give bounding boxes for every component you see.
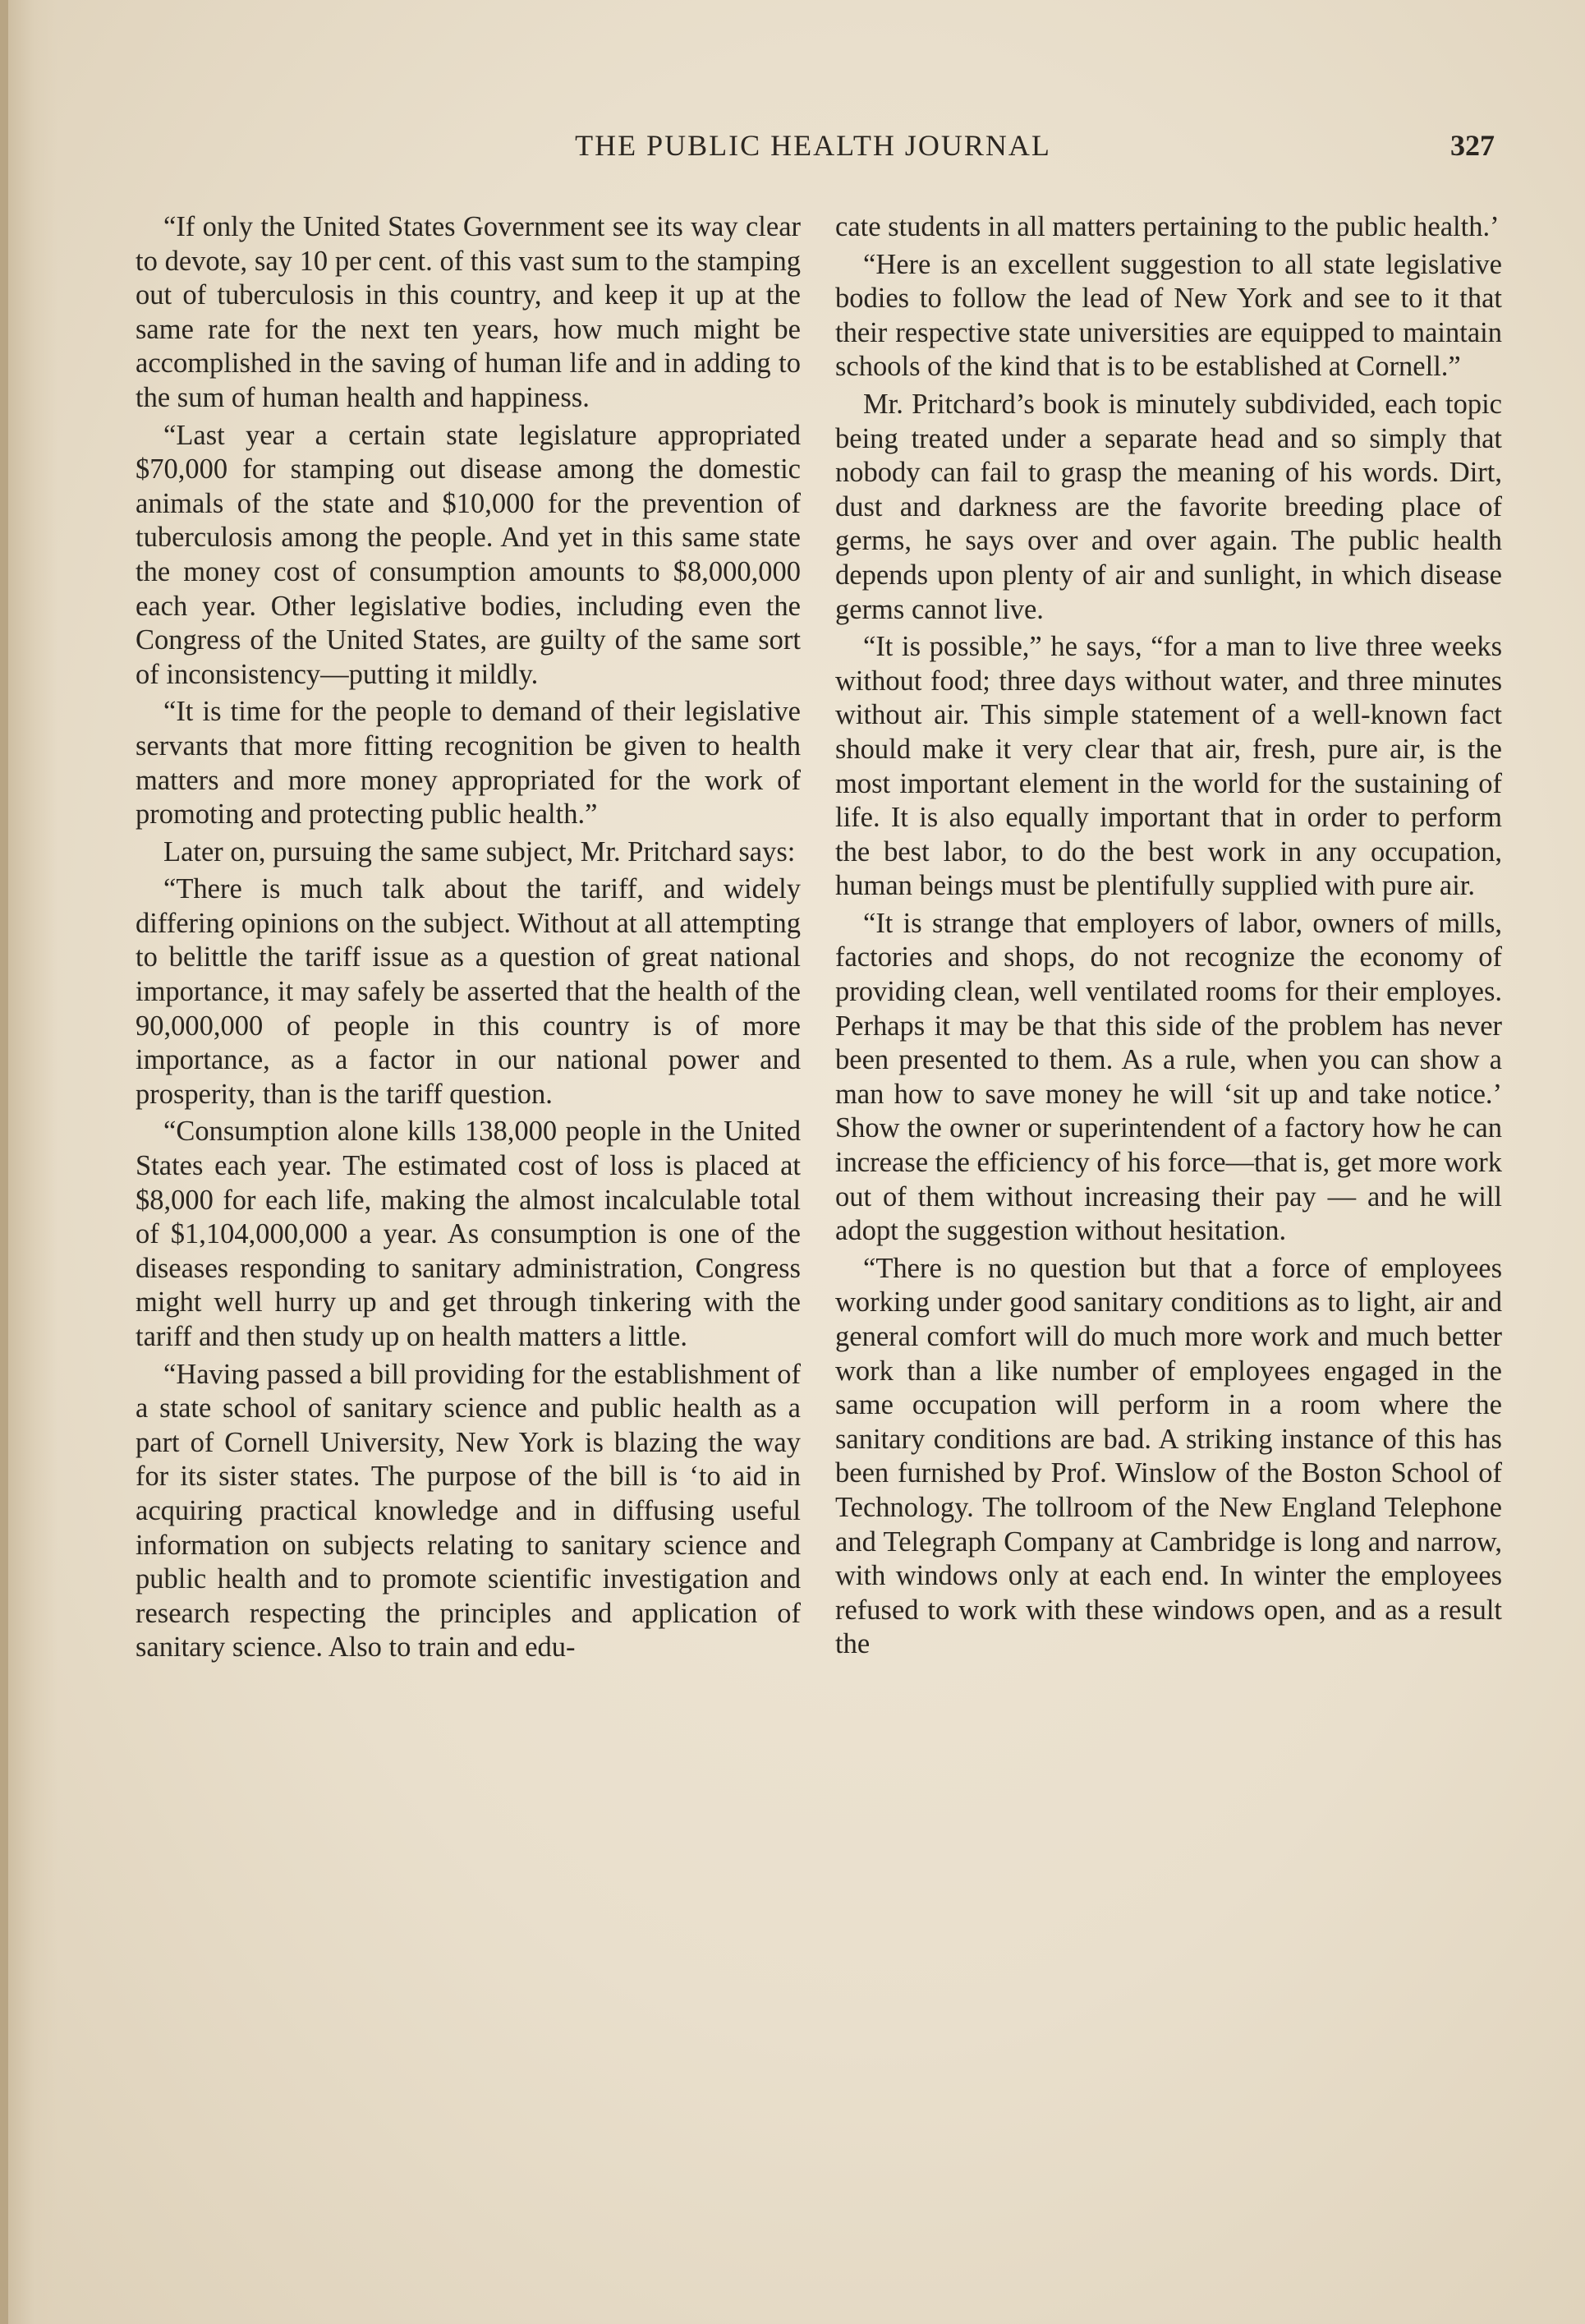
page-number: 327 xyxy=(1450,129,1495,162)
paragraph: “It is strange that employers of labor, owners of mills, factories and shops, do not recognize the economy of providing clean, well ventilated rooms for their employes. Perhaps it may be that this side of the problem has never been presented to them. As a rule, when you can show a man how to save money he will ‘sit up and take notice.’ Show the owner or superintendent of a factory how he can increase the efficiency of his force—that is, get more work out of them without increasing their pay — and he will adopt the suggestion without hesitation. xyxy=(835,907,1502,1247)
left-column xyxy=(136,210,801,1668)
paragraph: “Having passed a bill providing for the establishment of a state school of sanitary science and public health as a part of Cornell University, New York is blazing the way for its sister states. The purpose of the bill is ‘to aid in acquiring practical knowledge and in diffusing useful information on subjects relating to sanitary science and public health and to promote scientific investigation and research respecting the principles and application of sanitary science. Also to train and edu- xyxy=(136,1358,801,1664)
paragraph: “There is no question but that a force of employees working under good sanitary conditions as to light, air and general comfort will do much more work and much better work than a like number of employees engaged in the same occupation will perform in a room where the sanitary conditions are bad. A striking instance of this has been furnished by Prof. Winslow of the Boston School of Technology. The tollroom of the New England Telephone and Telegraph Company at Cambridge is long and narrow, with windows only at each end. In winter the employees refused to work with these windows open, and as a result the xyxy=(835,1252,1502,1660)
paragraph: “It is time for the people to demand of their legislative servants that more fitting recognition be given to health matters and more money appropriated for the work of promoting and protecting public health.” xyxy=(136,696,801,831)
paragraph-continuation: cate students in all matters pertaining to the public health.’ xyxy=(835,211,1500,242)
paragraph: “Here is an excellent suggestion to all state legislative bodies to follow the lead of New York and see to it that their respective state universities are equipped to maintain schools of the kind that is to be established at Cornell.” xyxy=(835,248,1502,383)
right-column xyxy=(835,210,1502,1665)
paragraph: “Last year a certain state legislature appropriated $70,000 for stamping out disease among the domestic animals of the state and $10,000 for the prevention of tuberculosis among the people. And yet in this same state the money cost of consumption amounts to $8,000,000 each year. Other legislative bodies, including even the Congress of the United States, are guilty of the same sort of inconsistency—putting it mildly. xyxy=(136,419,801,690)
paragraph: “There is much talk about the tariff, and widely differing opinions on the subject. Without at all attempting to belittle the tariff issue as a question of great national importance, it may safely be asserted that the health of the 90,000,000 of people in this country is of more importance, as a factor in our national power and prosperity, than is the tariff question. xyxy=(136,873,801,1110)
paragraph: Later on, pursuing the same subject, Mr. Pritchard says: xyxy=(163,835,796,867)
paragraph: “If only the United States Government see its way clear to devote, say 10 per cent. of this vast sum to the stamping out of tuberculosis in this country, and keep it up at the same rate for the next ten years, how much might be accomplished in the saving of human life and in adding to the sum of human health and happiness. xyxy=(136,211,801,413)
paragraph: Mr. Pritchard’s book is minutely subdivided, each topic being treated under a separate head and so simply that nobody can fail to grasp the meaning of his words. Dirt, dust and darkness are the favorite breeding place of germs, he says over and over again. The public health depends upon plenty of air and sunlight, in which disease germs cannot live. xyxy=(835,388,1502,625)
running-title: THE PUBLIC HEALTH JOURNAL xyxy=(575,129,1051,162)
paragraph: “It is possible,” he says, “for a man to live three weeks without food; three days without water, and three minutes without air. This simple statement of a well-known fact should make it very clear that air, fresh, pure air, is the most important element in the world for the sustaining of life. It is also equally important that in order to perform the best labor, to do the best work in any occupation, human beings must be plentifully supplied with pure air. xyxy=(835,631,1502,902)
page-edge xyxy=(0,0,8,2324)
paragraph: “Consumption alone kills 138,000 people in the United States each year. The estimated cost of loss is placed at $8,000 for each life, making the almost incalculable total of $1,104,000,000 a year. As consumption is one of the diseases responding to sanitary administration, Congress might well hurry up and get through tinkering with the tariff and then study up on health matters a little. xyxy=(136,1116,801,1352)
binding-gutter-shadow xyxy=(0,0,57,2324)
